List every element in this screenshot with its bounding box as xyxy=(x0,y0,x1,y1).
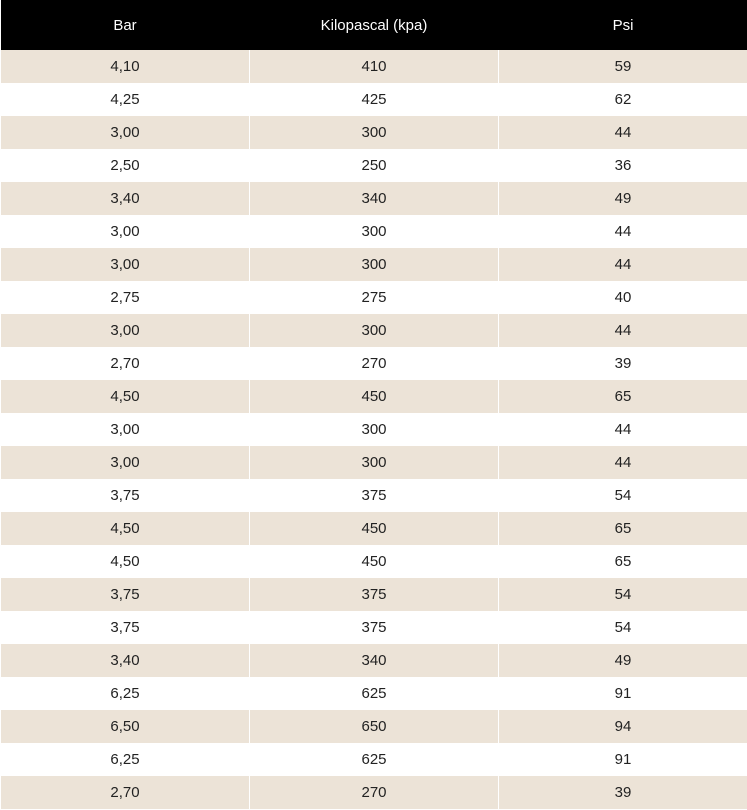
table-row xyxy=(1,281,747,314)
bar-cell: 4,50 xyxy=(1,380,250,413)
table-row xyxy=(1,479,747,512)
table-row xyxy=(1,248,747,281)
table-row xyxy=(1,50,747,83)
bar-cell: 3,40 xyxy=(1,644,250,677)
table-row xyxy=(1,347,747,380)
table-row xyxy=(1,578,747,611)
psi-cell: 44 xyxy=(499,215,747,248)
psi-cell: 59 xyxy=(499,50,747,83)
psi-cell: 44 xyxy=(499,248,747,281)
bar-cell: 3,75 xyxy=(1,611,250,644)
kilopascal-cell: 300 xyxy=(250,116,499,149)
kilopascal-cell: 250 xyxy=(250,149,499,182)
kilopascal-cell: 625 xyxy=(250,743,499,776)
kilopascal-cell: 275 xyxy=(250,281,499,314)
kilopascal-cell: 450 xyxy=(250,380,499,413)
kilopascal-cell: 650 xyxy=(250,710,499,743)
header-psi: Psi xyxy=(499,0,747,50)
kilopascal-cell: 425 xyxy=(250,83,499,116)
psi-cell: 44 xyxy=(499,314,747,347)
bar-cell: 4,10 xyxy=(1,50,250,83)
table-row xyxy=(1,776,747,809)
bar-cell: 3,00 xyxy=(1,116,250,149)
table-row xyxy=(1,545,747,578)
header-row xyxy=(1,0,747,50)
psi-cell: 65 xyxy=(499,512,747,545)
psi-cell: 39 xyxy=(499,776,747,809)
bar-cell: 3,00 xyxy=(1,413,250,446)
table-row xyxy=(1,743,747,776)
table-body xyxy=(1,50,747,809)
kilopascal-cell: 340 xyxy=(250,182,499,215)
psi-cell: 94 xyxy=(499,710,747,743)
bar-cell: 3,75 xyxy=(1,479,250,512)
kilopascal-cell: 410 xyxy=(250,50,499,83)
psi-cell: 44 xyxy=(499,446,747,479)
kilopascal-cell: 450 xyxy=(250,512,499,545)
table-row xyxy=(1,116,747,149)
kilopascal-cell: 300 xyxy=(250,446,499,479)
psi-cell: 54 xyxy=(499,611,747,644)
table-header xyxy=(1,0,747,50)
table-row xyxy=(1,710,747,743)
kilopascal-cell: 450 xyxy=(250,545,499,578)
kilopascal-cell: 300 xyxy=(250,413,499,446)
psi-cell: 91 xyxy=(499,743,747,776)
bar-cell: 6,50 xyxy=(1,710,250,743)
bar-cell: 2,70 xyxy=(1,776,250,809)
table-row xyxy=(1,446,747,479)
header-bar: Bar xyxy=(1,0,250,50)
bar-cell: 3,75 xyxy=(1,578,250,611)
kilopascal-cell: 300 xyxy=(250,248,499,281)
kilopascal-cell: 270 xyxy=(250,347,499,380)
psi-cell: 49 xyxy=(499,182,747,215)
kilopascal-cell: 625 xyxy=(250,677,499,710)
psi-cell: 49 xyxy=(499,644,747,677)
bar-cell: 6,25 xyxy=(1,743,250,776)
psi-cell: 40 xyxy=(499,281,747,314)
table-row xyxy=(1,380,747,413)
bar-cell: 4,25 xyxy=(1,83,250,116)
psi-cell: 54 xyxy=(499,578,747,611)
bar-cell: 4,50 xyxy=(1,545,250,578)
kilopascal-cell: 270 xyxy=(250,776,499,809)
table-row xyxy=(1,149,747,182)
bar-cell: 3,40 xyxy=(1,182,250,215)
psi-cell: 39 xyxy=(499,347,747,380)
bar-cell: 3,00 xyxy=(1,314,250,347)
bar-cell: 3,00 xyxy=(1,446,250,479)
psi-cell: 62 xyxy=(499,83,747,116)
bar-cell: 4,50 xyxy=(1,512,250,545)
bar-cell: 2,50 xyxy=(1,149,250,182)
kilopascal-cell: 340 xyxy=(250,644,499,677)
psi-cell: 44 xyxy=(499,116,747,149)
kilopascal-cell: 300 xyxy=(250,215,499,248)
psi-cell: 54 xyxy=(499,479,747,512)
bar-cell: 2,70 xyxy=(1,347,250,380)
bar-cell: 3,00 xyxy=(1,248,250,281)
kilopascal-cell: 375 xyxy=(250,578,499,611)
psi-cell: 91 xyxy=(499,677,747,710)
bar-cell: 3,00 xyxy=(1,215,250,248)
psi-cell: 65 xyxy=(499,380,747,413)
table-row xyxy=(1,413,747,446)
kilopascal-cell: 300 xyxy=(250,314,499,347)
table-row xyxy=(1,314,747,347)
kilopascal-cell: 375 xyxy=(250,611,499,644)
table-row xyxy=(1,611,747,644)
kilopascal-cell: 375 xyxy=(250,479,499,512)
psi-cell: 36 xyxy=(499,149,747,182)
psi-cell: 65 xyxy=(499,545,747,578)
header-kilopascal: Kilopascal (kpa) xyxy=(250,0,499,50)
psi-cell: 44 xyxy=(499,413,747,446)
bar-cell: 2,75 xyxy=(1,281,250,314)
table-row xyxy=(1,644,747,677)
table-row xyxy=(1,677,747,710)
table-row xyxy=(1,182,747,215)
table-row xyxy=(1,83,747,116)
table-row xyxy=(1,215,747,248)
table-row xyxy=(1,512,747,545)
bar-cell: 6,25 xyxy=(1,677,250,710)
